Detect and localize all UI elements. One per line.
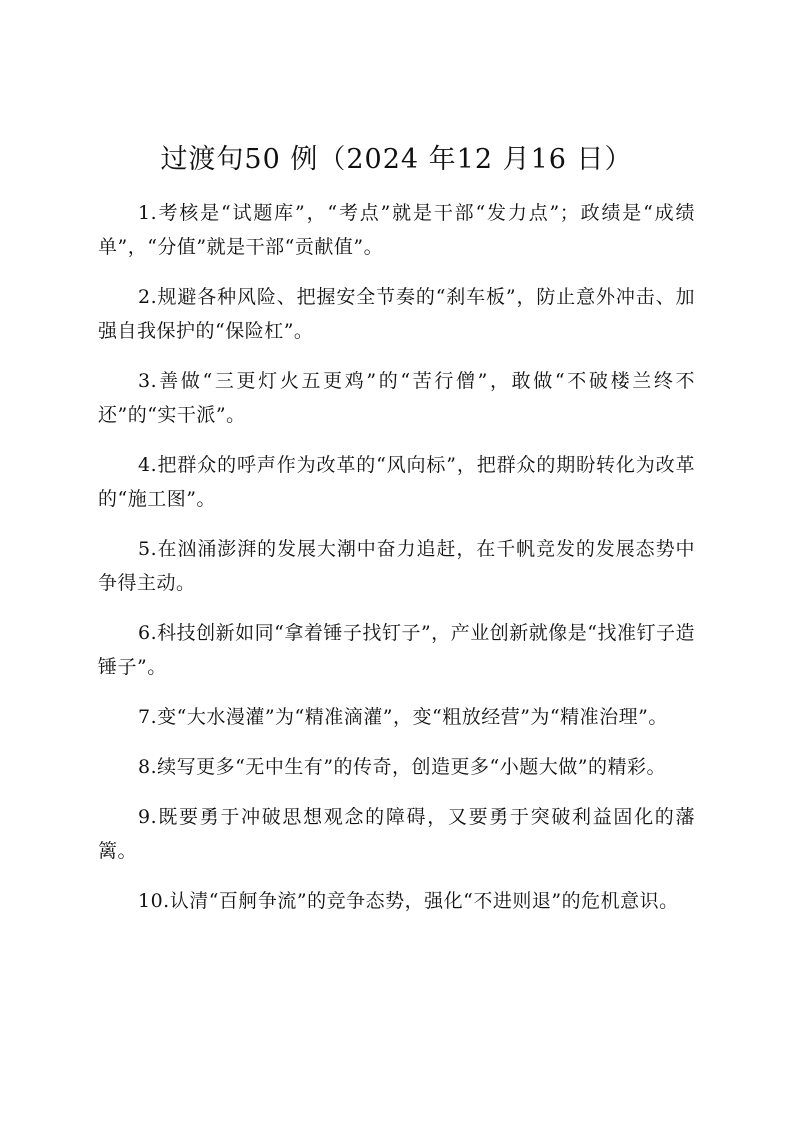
sentence-item-10: 10.认清“百舸争流”的竞争态势，强化“不进则退”的危机意识。 xyxy=(138,890,679,912)
sentence-item-4: 4.把群众的呼声作为改革的“风向标”，把群众的期盼转化为改革的“施工图”。 xyxy=(98,454,695,510)
sentence-item-7: 7.变“大水漫灌”为“精准滴灌”，变“粗放经营”为“精准治理”。 xyxy=(138,706,668,728)
sentence-item-2: 2.规避各种风险、把握安全节奏的“刹车板”，防止意外冲击、加强自我保护的“保险杠”。 xyxy=(98,286,695,342)
sentence-item-3: 3.善做“三更灯火五更鸡”的“苦行僧”，敢做“不破楼兰终不还”的“实干派”。 xyxy=(98,370,695,426)
sentence-item-5: 5.在汹涌澎湃的发展大潮中奋力追赶，在千帆竞发的发展态势中争得主动。 xyxy=(98,538,695,594)
sentence-item-6: 6.科技创新如同“拿着锤子找钉子”，产业创新就像是“找准钉子造锤子”。 xyxy=(98,622,695,678)
sentence-item-9: 9.既要勇于冲破思想观念的障碍，又要勇于突破利益固化的藩篱。 xyxy=(98,806,695,862)
sentence-item-1: 1.考核是“试题库”，“考点”就是干部“发力点”；政绩是“成绩单”，“分值”就是干部“贡献值”。 xyxy=(98,202,695,258)
sentence-item-8: 8.续写更多“无中生有”的传奇，创造更多“小题大做”的精彩。 xyxy=(138,756,666,778)
sentence-list xyxy=(98,196,695,934)
document-title: 过渡句50 例（2024 年12 月16 日） xyxy=(160,144,633,175)
